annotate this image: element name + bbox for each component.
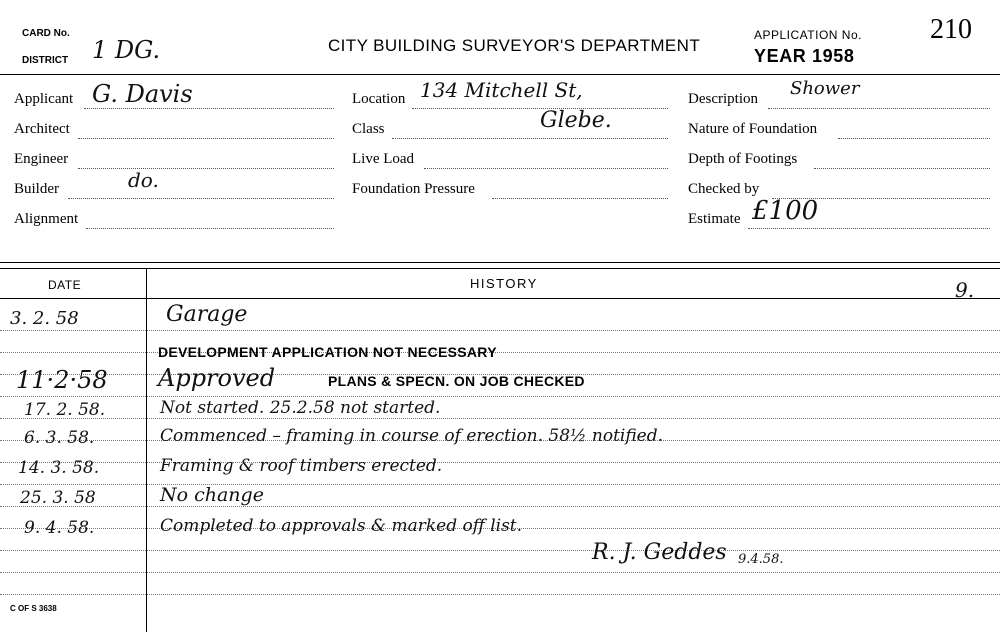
district-label: DISTRICT <box>22 55 69 66</box>
header-rule <box>0 74 1000 75</box>
ruled-line <box>0 396 1000 397</box>
description-line <box>768 108 990 109</box>
class-label: Class <box>352 121 385 137</box>
signature: R. J. Geddes <box>592 540 727 565</box>
history-date: 3. 2. 58 <box>10 308 79 329</box>
nature-of-foundation-label: Nature of Foundation <box>688 121 818 137</box>
ruled-line <box>0 352 1000 353</box>
ruled-line <box>0 418 1000 419</box>
history-entry: No change <box>160 484 264 506</box>
architect-line <box>78 138 334 139</box>
estimate-value: £100 <box>752 196 819 226</box>
description-label: Description <box>688 91 758 107</box>
district-value: 1 DG. <box>92 36 161 64</box>
history-entry: Approved <box>158 364 276 392</box>
depth-of-footings-label: Depth of Footings <box>688 151 798 167</box>
estimate-label: Estimate <box>688 211 741 227</box>
description-value: Shower <box>790 78 860 99</box>
alignment-line <box>86 228 334 229</box>
history-entry: Commenced – framing in course of erection. 58½ notified. <box>160 426 664 446</box>
card-no-label: CARD No. <box>22 28 70 39</box>
history-top-rule <box>0 262 1000 263</box>
nature-of-foundation-line <box>838 138 990 139</box>
live-load-label: Live Load <box>352 151 415 167</box>
depth-of-footings-line <box>814 168 990 169</box>
plans-checked-stamp: PLANS & SPECN. ON JOB CHECKED <box>328 373 585 389</box>
history-header-rule <box>0 298 1000 299</box>
year-label: YEAR 1958 <box>754 46 855 66</box>
engineer-label: Engineer <box>14 151 69 167</box>
history-top-rule-2 <box>0 268 1000 269</box>
history-date: 11·2·58 <box>16 366 108 394</box>
signature-date: 9.4.58. <box>738 552 784 567</box>
history-date: 25. 3. 58 <box>20 488 96 508</box>
history-entry: Completed to approvals & marked off list. <box>160 516 523 536</box>
history-date: 14. 3. 58. <box>18 458 100 478</box>
location-value: 134 Mitchell St, <box>420 78 583 102</box>
ruled-line <box>0 330 1000 331</box>
live-load-line <box>424 168 668 169</box>
class-value: Glebe. <box>540 108 612 133</box>
history-entry: Framing & roof timbers erected. <box>160 456 443 476</box>
development-stamp: DEVELOPMENT APPLICATION NOT NECESSARY <box>158 344 497 360</box>
date-column-divider <box>146 268 147 632</box>
date-column-header: DATE <box>48 278 82 292</box>
ruled-line <box>0 594 1000 595</box>
page-mark: 9. <box>955 278 975 302</box>
ruled-line <box>0 572 1000 573</box>
engineer-line <box>78 168 334 169</box>
application-no-label: APPLICATION No. <box>754 28 862 42</box>
foundation-pressure-label: Foundation Pressure <box>352 181 475 197</box>
history-date: 17. 2. 58. <box>24 400 106 420</box>
ruled-line <box>0 462 1000 463</box>
class-line <box>392 138 668 139</box>
history-date: 9. 4. 58. <box>24 518 95 538</box>
form-code: C OF S 3638 <box>10 604 57 613</box>
applicant-value: G. Davis <box>92 80 193 108</box>
builder-label: Builder <box>14 181 59 197</box>
ruled-line <box>0 550 1000 551</box>
department-title: CITY BUILDING SURVEYOR'S DEPARTMENT <box>328 36 701 55</box>
history-entry: Not started. 25.2.58 not started. <box>160 398 441 418</box>
history-entry: Garage <box>166 302 248 327</box>
checked-by-label: Checked by <box>688 181 760 197</box>
history-date: 6. 3. 58. <box>24 428 95 448</box>
application-no-value: 210 <box>930 14 972 45</box>
builder-value: do. <box>128 168 159 192</box>
ruled-line <box>0 506 1000 507</box>
ruled-line <box>0 484 1000 485</box>
estimate-line <box>748 228 990 229</box>
builder-line <box>68 198 334 199</box>
history-column-header: HISTORY <box>470 276 538 291</box>
applicant-label: Applicant <box>14 91 74 107</box>
applicant-line <box>84 108 334 109</box>
location-label: Location <box>352 91 406 107</box>
foundation-pressure-line <box>492 198 668 199</box>
architect-label: Architect <box>14 121 70 137</box>
alignment-label: Alignment <box>14 211 79 227</box>
